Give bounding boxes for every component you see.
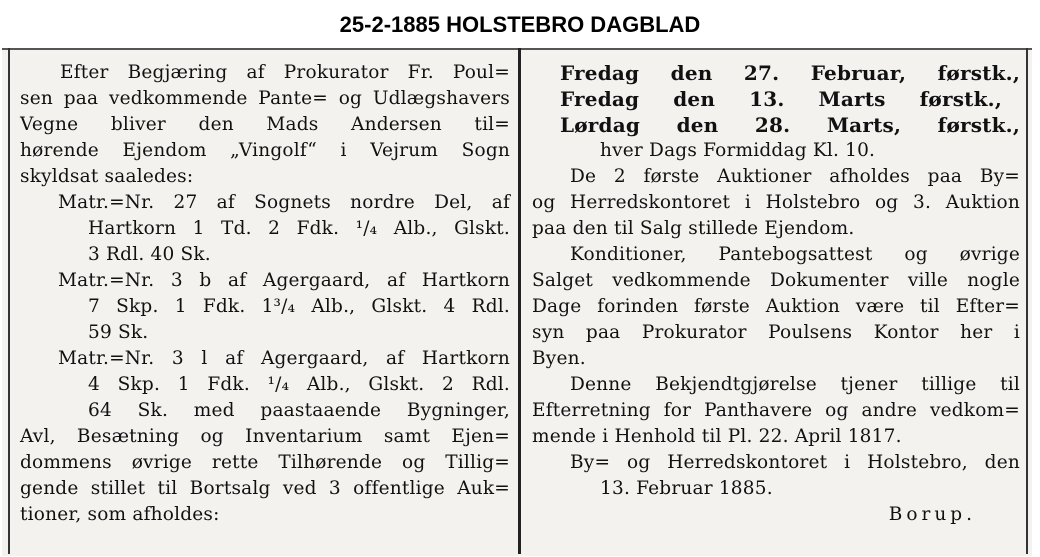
text-line: tioner, som afholdes: bbox=[20, 504, 220, 525]
text-line: sen paa vedkommende Pante= og Udlægshavers bbox=[20, 88, 510, 109]
text-line: gende stillet til Bortsalg ved 3 offentlige Auk= bbox=[20, 478, 510, 499]
text-line: 64 Sk. med paastaaende Bygninger, bbox=[88, 400, 510, 421]
text-line: Matr.=Nr. 3 b af Agergaard, af Hartkorn bbox=[58, 270, 510, 291]
right-border-rule bbox=[1026, 48, 1028, 554]
text-line: De 2 første Auktioner afholdes paa By= bbox=[570, 166, 1020, 187]
text-line: 3 Rdl. 40 Sk. bbox=[88, 244, 211, 265]
right-column bbox=[532, 60, 1020, 528]
text-line: Konditioner, Pantebogsattest og øvrige bbox=[570, 244, 1020, 265]
left-column bbox=[20, 60, 510, 528]
text-line: paa den til Salg stillede Ejendom. bbox=[532, 218, 855, 239]
column-divider bbox=[518, 48, 521, 554]
text-line: hørende Ejendom „Vingolf“ i Vejrum Sogn bbox=[20, 140, 510, 161]
text-line: Vegne bliver den Mads Andersen til= bbox=[20, 114, 510, 135]
text-line: 4 Skp. 1 Fdk. ¹/₄ Alb., Glskt. 2 Rdl. bbox=[88, 374, 510, 395]
auction-date: Lørdag den 28. Marts, førstk., bbox=[560, 113, 1020, 137]
text-line: 7 Skp. 1 Fdk. 1³/₄ Alb., Glskt. 4 Rdl. bbox=[88, 296, 510, 317]
text-line: skyldsat saaledes: bbox=[20, 166, 194, 187]
text-line: By= og Herredskontoret i Holstebro, den bbox=[570, 452, 1020, 473]
left-border-rule bbox=[8, 48, 10, 554]
text-line: dommens øvrige rette Tilhørende og Tillig= bbox=[20, 452, 510, 473]
text-line: mende i Henhold til Pl. 22. April 1817. bbox=[532, 426, 902, 447]
text-line: Byen. bbox=[532, 348, 586, 369]
text-line: syn paa Prokurator Poulsens Kontor her i bbox=[532, 322, 1020, 343]
text-line: 13. Februar 1885. bbox=[600, 478, 773, 499]
text-line: Salget vedkommende Dokumenter ville nogle bbox=[532, 270, 1020, 291]
text-line: Dage forinden første Auktion være til Efter= bbox=[532, 296, 1020, 317]
text-line: Matr.=Nr. 27 af Sognets nordre Del, af bbox=[58, 192, 510, 213]
text-line: Efter Begjæring af Prokurator Fr. Poul= bbox=[60, 62, 510, 83]
signature: Borup. bbox=[888, 504, 976, 525]
text-line: Denne Bekjendtgjørelse tjener tillige til bbox=[570, 374, 1020, 395]
text-line: Matr.=Nr. 3 l af Agergaard, af Hartkorn bbox=[58, 348, 510, 369]
text-line: Hartkorn 1 Td. 2 Fdk. ¹/₄ Alb., Glskt. bbox=[88, 218, 510, 239]
page-title: 25-2-1885 HOLSTEBRO DAGBLAD bbox=[339, 12, 701, 37]
text-line: Efterretning for Panthavere og andre vedkom= bbox=[532, 400, 1020, 421]
auction-date: Fredag den 27. Februar, førstk., bbox=[560, 61, 1020, 85]
text-line: og Herredskontoret i Holstebro og 3. Auktion bbox=[532, 192, 1020, 213]
auction-date: Fredag den 13. Marts førstk., bbox=[560, 87, 1002, 111]
text-line: hver Dags Formiddag Kl. 10. bbox=[600, 140, 876, 161]
text-line: Avl, Besætning og Inventarium samt Ejen= bbox=[20, 426, 510, 447]
text-line: 59 Sk. bbox=[88, 322, 149, 343]
